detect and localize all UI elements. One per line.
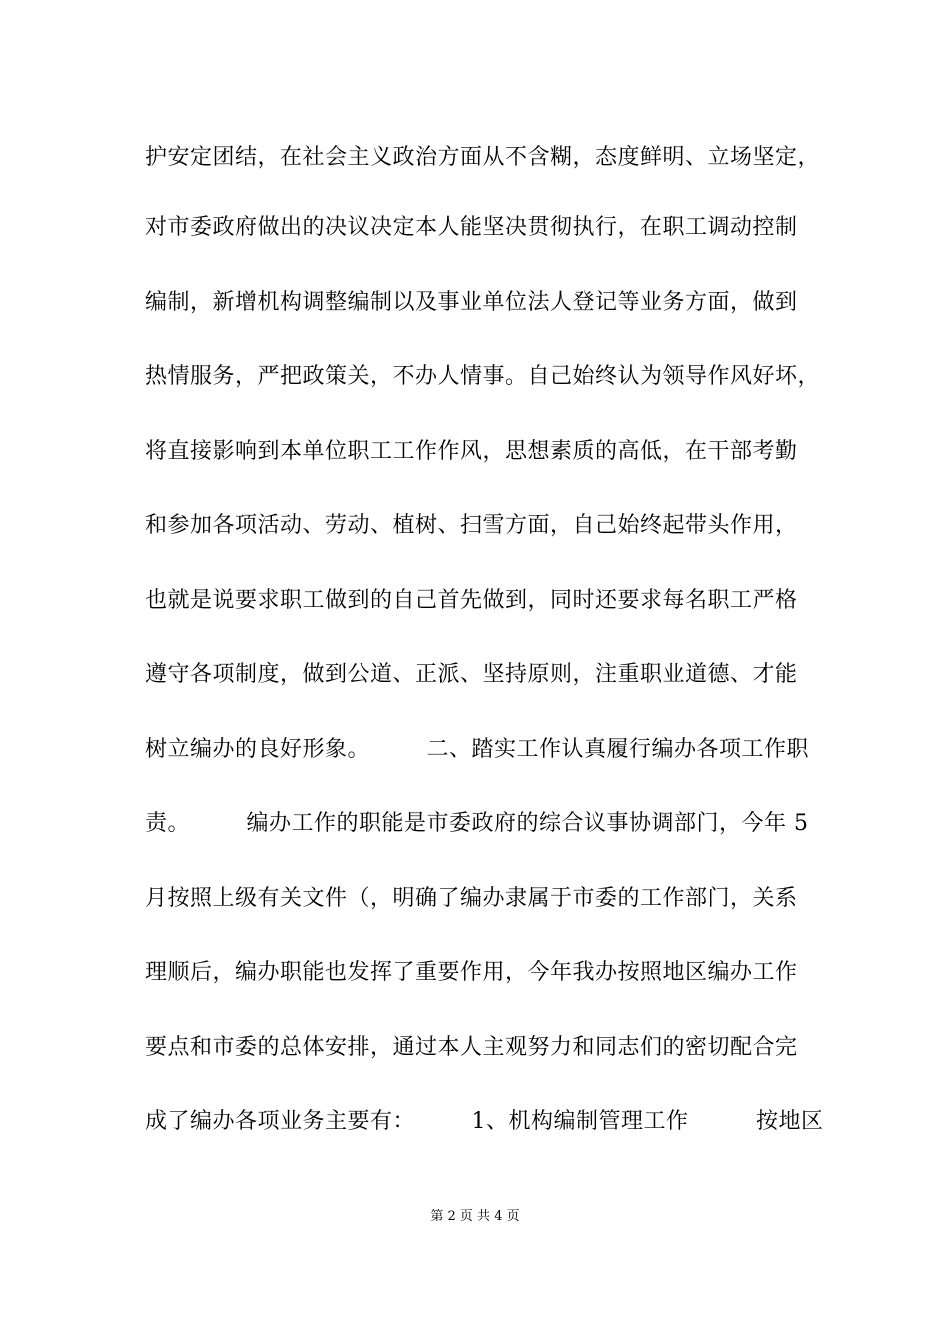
body-text-line: 护安定团结，在社会主义政治方面从不含糊，态度鲜明、立场坚定， (145, 145, 821, 170)
body-text-line: 也就是说要求职工做到的自己首先做到，同时还要求每名职工严格 (145, 588, 798, 613)
body-text-line: 月按照上级有关文件（，明确了编办隶属于市委的工作部门，关系 (145, 886, 798, 911)
page-number-footer: 第 2 页 共 4 页 (430, 1209, 520, 1224)
body-text-line: 遵守各项制度，做到公道、正派、坚持原则，注重职业道德、才能 (145, 662, 798, 687)
body-text-line: 成了编办各项业务主要有： 1、机构编制管理工作 按地区 (145, 1109, 824, 1134)
body-text-line: 编制，新增机构调整编制以及事业单位法人登记等业务方面，做到 (145, 290, 798, 315)
body-text-line: 理顺后，编办职能也发挥了重要作用，今年我办按照地区编办工作 (145, 960, 798, 985)
body-text-line: 树立编办的良好形象。 二、踏实工作认真履行编办各项工作职 (145, 737, 810, 762)
body-text-line: 要点和市委的总体安排，通过本人主观努力和同志们的密切配合完 (145, 1035, 798, 1060)
body-text-line: 对市委政府做出的决议决定本人能坚决贯彻执行，在职工调动控制 (145, 215, 798, 240)
body-text-line: 责。 编办工作的职能是市委政府的综合议事协调部门，今年 5 (145, 811, 809, 836)
body-text-line: 热情服务，严把政策关，不办人情事。自己始终认为领导作风好坏， (145, 364, 821, 389)
body-text-line: 和参加各项活动、劳动、植树、扫雪方面，自己始终起带头作用， (145, 513, 798, 538)
body-text-line: 将直接影响到本单位职工工作作风，思想素质的高低，在干部考勤 (145, 439, 798, 464)
